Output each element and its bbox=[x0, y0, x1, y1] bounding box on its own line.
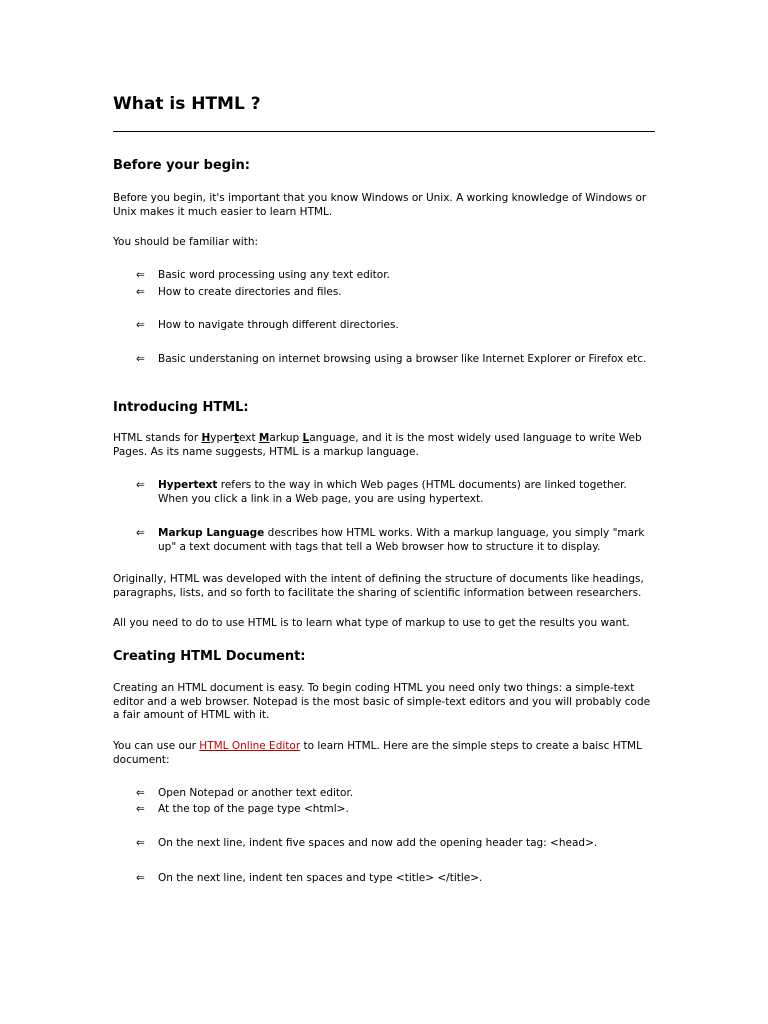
arrow-left-icon: ⇐ bbox=[136, 269, 145, 281]
before-paragraph-1: Before you begin, it's important that you know Windows or Unix. A working knowledge of Windows or Unix makes it much easier to learn HTML. bbox=[113, 192, 647, 218]
html-online-editor-link[interactable]: HTML Online Editor bbox=[199, 740, 301, 752]
intro-paragraph-1: HTML stands for Hypertext Markup Language, and it is the most widely used language to write Web Pages. As its name suggests, HTML is a markup language. bbox=[113, 432, 642, 458]
arrow-left-icon: ⇐ bbox=[136, 479, 145, 491]
before-paragraph-2: You should be familiar with: bbox=[113, 236, 259, 248]
arrow-left-icon: ⇐ bbox=[136, 872, 145, 884]
intro-paragraph-3: All you need to do to use HTML is to learn what type of markup to use to get the results you want. bbox=[113, 617, 630, 629]
section-heading-intro: Introducing HTML: bbox=[113, 400, 249, 415]
arrow-left-icon: ⇐ bbox=[136, 319, 145, 331]
title-divider bbox=[113, 131, 655, 132]
arrow-left-icon: ⇐ bbox=[136, 837, 145, 849]
page-title: What is HTML ? bbox=[113, 94, 261, 114]
section-heading-creating: Creating HTML Document: bbox=[113, 649, 306, 664]
arrow-left-icon: ⇐ bbox=[136, 286, 145, 298]
intro-paragraph-2: Originally, HTML was developed with the intent of defining the structure of documents like headings, paragraphs, lists, and so forth to facilitate the sharing of scientific information between researchers. bbox=[113, 573, 644, 599]
creating-paragraph-1: Creating an HTML document is easy. To begin coding HTML you need only two things: a simple-text editor and a web browser. Notepad is the most basic of simple-text editors and you will probably code a fair amount of HTML with it. bbox=[113, 682, 651, 721]
arrow-left-icon: ⇐ bbox=[136, 803, 145, 815]
creating-paragraph-2: You can use our HTML Online Editor to learn HTML. Here are the simple steps to create a baisc HTML document: bbox=[113, 740, 642, 766]
arrow-left-icon: ⇐ bbox=[136, 787, 145, 799]
arrow-left-icon: ⇐ bbox=[136, 353, 145, 365]
arrow-left-icon: ⇐ bbox=[136, 527, 145, 539]
section-heading-before: Before your begin: bbox=[113, 158, 251, 173]
